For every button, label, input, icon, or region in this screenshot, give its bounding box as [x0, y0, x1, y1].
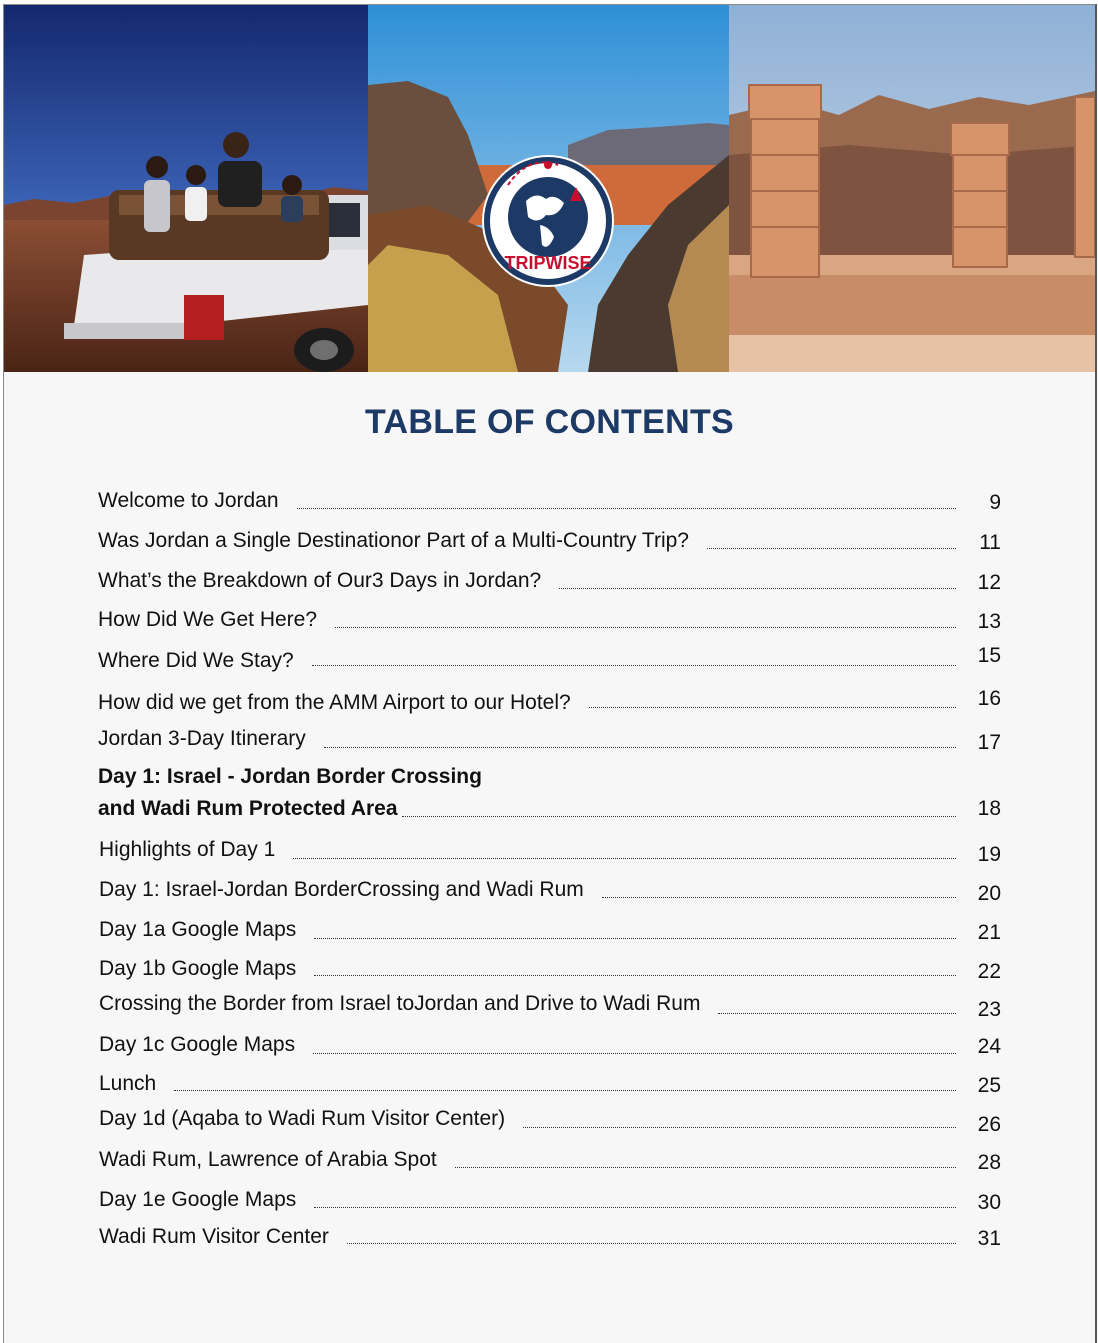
toc-entry[interactable] [4, 569, 1095, 609]
toc-page-number: 24 [977, 1035, 1001, 1058]
toc-leader-dots [324, 747, 956, 748]
toc-page-number: 22 [977, 960, 1001, 983]
toc-entry-title: Day 1b Google Maps [99, 957, 297, 980]
toc-leader-dots [293, 858, 956, 859]
toc-entry-title: Day 1d (Aqaba to Wadi Rum Visitor Center) [99, 1107, 506, 1130]
toc-entry-title: Day 1a Google Maps [99, 918, 297, 941]
toc-entry-title: Jordan 3-Day Itinerary [98, 727, 306, 750]
toc-page-number: 31 [977, 1227, 1001, 1250]
toc-entry-title-line2: and Wadi Rum Protected Area [98, 797, 398, 820]
toc-leader-dots [335, 627, 956, 628]
toc-leader-dots [174, 1090, 956, 1091]
toc-page-number: 9 [989, 491, 1001, 514]
toc-entry-title-line1: Day 1: Israel - Jordan Border Crossing [98, 765, 482, 788]
toc-entry[interactable] [4, 992, 1095, 1032]
toc-leader-dots [314, 938, 956, 939]
ruins-columns-photo [729, 5, 1095, 372]
toc-entry[interactable] [4, 1072, 1095, 1112]
toc-entry-title: Wadi Rum Visitor Center [99, 1225, 329, 1248]
toc-entry[interactable] [4, 957, 1095, 997]
toc-entry[interactable] [4, 1188, 1095, 1228]
toc-leader-dots [455, 1167, 956, 1168]
toc-entry[interactable] [4, 838, 1095, 878]
toc-entry-title: Lunch [99, 1072, 157, 1095]
toc-page-number: 18 [977, 797, 1001, 820]
toc-entry[interactable] [4, 489, 1095, 529]
toc-entry-title: Day 1: Israel-Jordan BorderCrossing and Wadi Rum [99, 878, 584, 901]
toc-entry-title: What’s the Breakdown of Our3 Days in Jordan? [98, 569, 542, 592]
toc-entry-title: Welcome to Jordan [98, 489, 279, 512]
toc-leader-dots [559, 588, 956, 589]
page-title: TABLE OF CONTENTS [364, 403, 734, 441]
toc-entry[interactable] [4, 608, 1095, 648]
family-truck-photo [4, 5, 368, 372]
toc-leader-dots [402, 816, 956, 817]
toc-page-number: 28 [977, 1151, 1001, 1174]
toc-leader-dots [707, 548, 956, 549]
toc-leader-dots [347, 1243, 956, 1244]
toc-leader-dots [589, 707, 956, 708]
toc-entry[interactable] [4, 918, 1095, 958]
toc-leader-dots [297, 508, 956, 509]
toc-page-number: 30 [977, 1191, 1001, 1214]
toc-entry[interactable] [4, 1225, 1095, 1265]
toc-page-number: 19 [977, 843, 1001, 866]
toc-leader-dots [718, 1013, 956, 1014]
toc-page-number: 13 [977, 610, 1001, 633]
toc-entry-title: Wadi Rum, Lawrence of Arabia Spot [99, 1148, 437, 1171]
toc-entry-title: Where Did We Stay? [98, 649, 294, 672]
toc-entry[interactable] [4, 1107, 1095, 1147]
toc-entry-title: How did we get from the AMM Airport to our Hotel? [98, 691, 571, 714]
toc-entry-title: Crossing the Border from Israel toJordan and Drive to Wadi Rum [99, 992, 701, 1015]
toc-entry[interactable] [4, 687, 1095, 731]
toc-page-number: 20 [977, 882, 1001, 905]
toc-page-number: 16 [977, 687, 1001, 710]
toc-leader-dots [602, 897, 956, 898]
toc-entry[interactable] [4, 1033, 1095, 1073]
toc-entry-title: Highlights of Day 1 [99, 838, 276, 861]
toc-page-number: 17 [977, 731, 1001, 754]
toc-page-number: 12 [977, 571, 1001, 594]
banner [4, 5, 1095, 372]
toc-page-number: 25 [977, 1074, 1001, 1097]
toc-entry-title: How Did We Get Here? [98, 608, 318, 631]
toc-entry-title: Was Jordan a Single Destinationor Part of a Multi-Country Trip? [98, 529, 689, 552]
document-page [3, 4, 1097, 1343]
toc-entry[interactable] [4, 1148, 1095, 1188]
toc-page-number: 21 [977, 921, 1001, 944]
canyon-photo [368, 5, 729, 372]
logo-text: TRIPWISE [504, 253, 592, 273]
toc-leader-dots [314, 975, 956, 976]
toc-leader-dots [312, 665, 956, 666]
toc-entry-title: Day 1c Google Maps [99, 1033, 296, 1056]
toc-page-number: 15 [977, 644, 1001, 667]
toc-page-number: 26 [977, 1113, 1001, 1136]
toc-entry[interactable] [4, 765, 1095, 820]
toc-entry[interactable] [4, 727, 1095, 767]
toc-page-number: 23 [977, 998, 1001, 1021]
toc-leader-dots [314, 1207, 956, 1208]
toc-leader-dots [523, 1127, 956, 1128]
toc-entry[interactable] [4, 878, 1095, 918]
toc-page-number: 11 [979, 531, 1001, 554]
toc-leader-dots [313, 1053, 956, 1054]
toc-entry[interactable] [4, 529, 1095, 569]
toc-entry[interactable] [4, 644, 1095, 689]
toc-entry-title: Day 1e Google Maps [99, 1188, 297, 1211]
